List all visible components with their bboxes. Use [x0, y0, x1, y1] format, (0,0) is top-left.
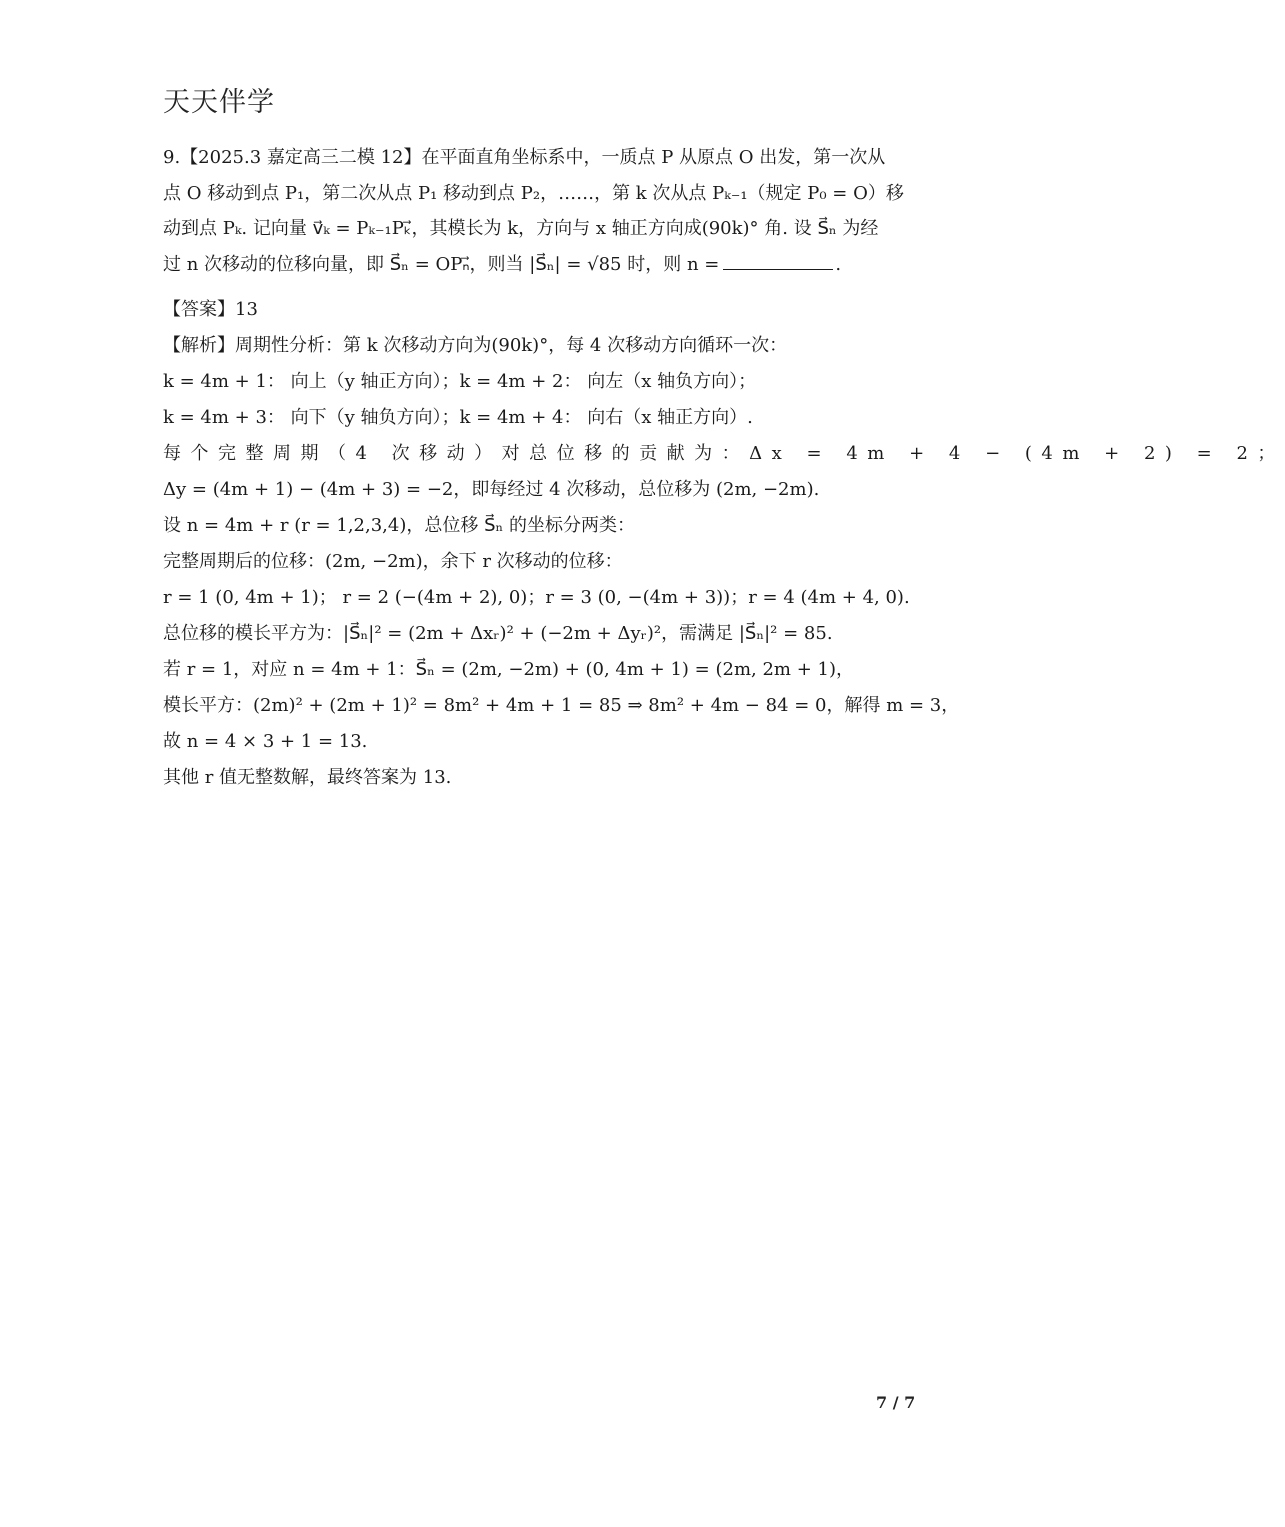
analysis-line-3: k = 4m + 3： 向下（y 轴负方向）；k = 4m + 4： 向右（x 轴正方向）.: [163, 407, 753, 428]
analysis-line-6: 设 n = 4m + r (r = 1,2,3,4)，总位移 S⃗ₙ 的坐标分两类：: [163, 515, 636, 536]
analysis-line-13: 其他 r 值无整数解，最终答案为 13.: [163, 767, 452, 788]
analysis-block: [163, 328, 1285, 796]
page-number: 7 / 7: [876, 1393, 916, 1412]
analysis-line-8: r = 1 (0, 4m + 1)； r = 2 (−(4m + 2), 0)；r = 3 (0, −(4m + 3))；r = 4 (4m + 4, 0).: [163, 587, 910, 608]
answer-line: 【答案】13: [163, 299, 258, 320]
analysis-line-4: 每个完整周期（4 次移动）对总位移的贡献为：Δx = 4m + 4 − (4m + 2) = 2；: [163, 443, 1285, 464]
page-header-title: 天天伴学: [163, 87, 275, 118]
analysis-line-10: 若 r = 1，对应 n = 4m + 1：S⃗ₙ = (2m, −2m) + (0, 4m + 1) = (2m, 2m + 1)，: [163, 659, 854, 680]
analysis-line-11: 模长平方：(2m)² + (2m + 1)² = 8m² + 4m + 1 = 85 ⇒ 8m² + 4m − 84 = 0，解得 m = 3，: [163, 695, 960, 716]
question-line-4: [163, 247, 908, 283]
analysis-line-1: 【解析】周期性分析：第 k 次移动方向为(90k)°，每 4 次移动方向循环一次：: [163, 335, 788, 356]
question-block: [163, 140, 908, 282]
analysis-line-12: 故 n = 4 × 3 + 1 = 13.: [163, 731, 368, 752]
question-line-4-text: 过 n 次移动的位移向量，即 S⃗ₙ = OPₙ⃗，则当 |S⃗ₙ| = √85 时，则 n =: [163, 253, 720, 275]
question-line-3: 动到点 Pₖ. 记向量 v⃗ₖ = Pₖ₋₁Pₖ⃗，其模长为 k，方向与 x 轴正方向成(90k)° 角. 设 S⃗ₙ 为经: [163, 218, 879, 239]
answer-blank: [723, 251, 833, 270]
document-body: [163, 140, 1285, 796]
question-end-mark: .: [835, 253, 842, 275]
analysis-line-7: 完整周期后的位移：(2m, −2m)，余下 r 次移动的位移：: [163, 551, 623, 572]
analysis-line-9: 总位移的模长平方为：|S⃗ₙ|² = (2m + Δxᵣ)² + (−2m + Δyᵣ)²，需满足 |S⃗ₙ|² = 85.: [163, 623, 833, 644]
analysis-line-5: Δy = (4m + 1) − (4m + 3) = −2，即每经过 4 次移动，总位移为 (2m, −2m).: [163, 479, 820, 500]
analysis-line-2: k = 4m + 1： 向上（y 轴正方向）；k = 4m + 2： 向左（x 轴负方向）；: [163, 371, 757, 392]
question-line-2: 点 O 移动到点 P₁，第二次从点 P₁ 移动到点 P₂，……，第 k 次从点 Pₖ₋₁（规定 P₀ = O）移: [163, 182, 904, 204]
question-line-1: 9.【2025.3 嘉定高三二模 12】在平面直角坐标系中，一质点 P 从原点 O 出发，第一次从: [163, 147, 886, 168]
